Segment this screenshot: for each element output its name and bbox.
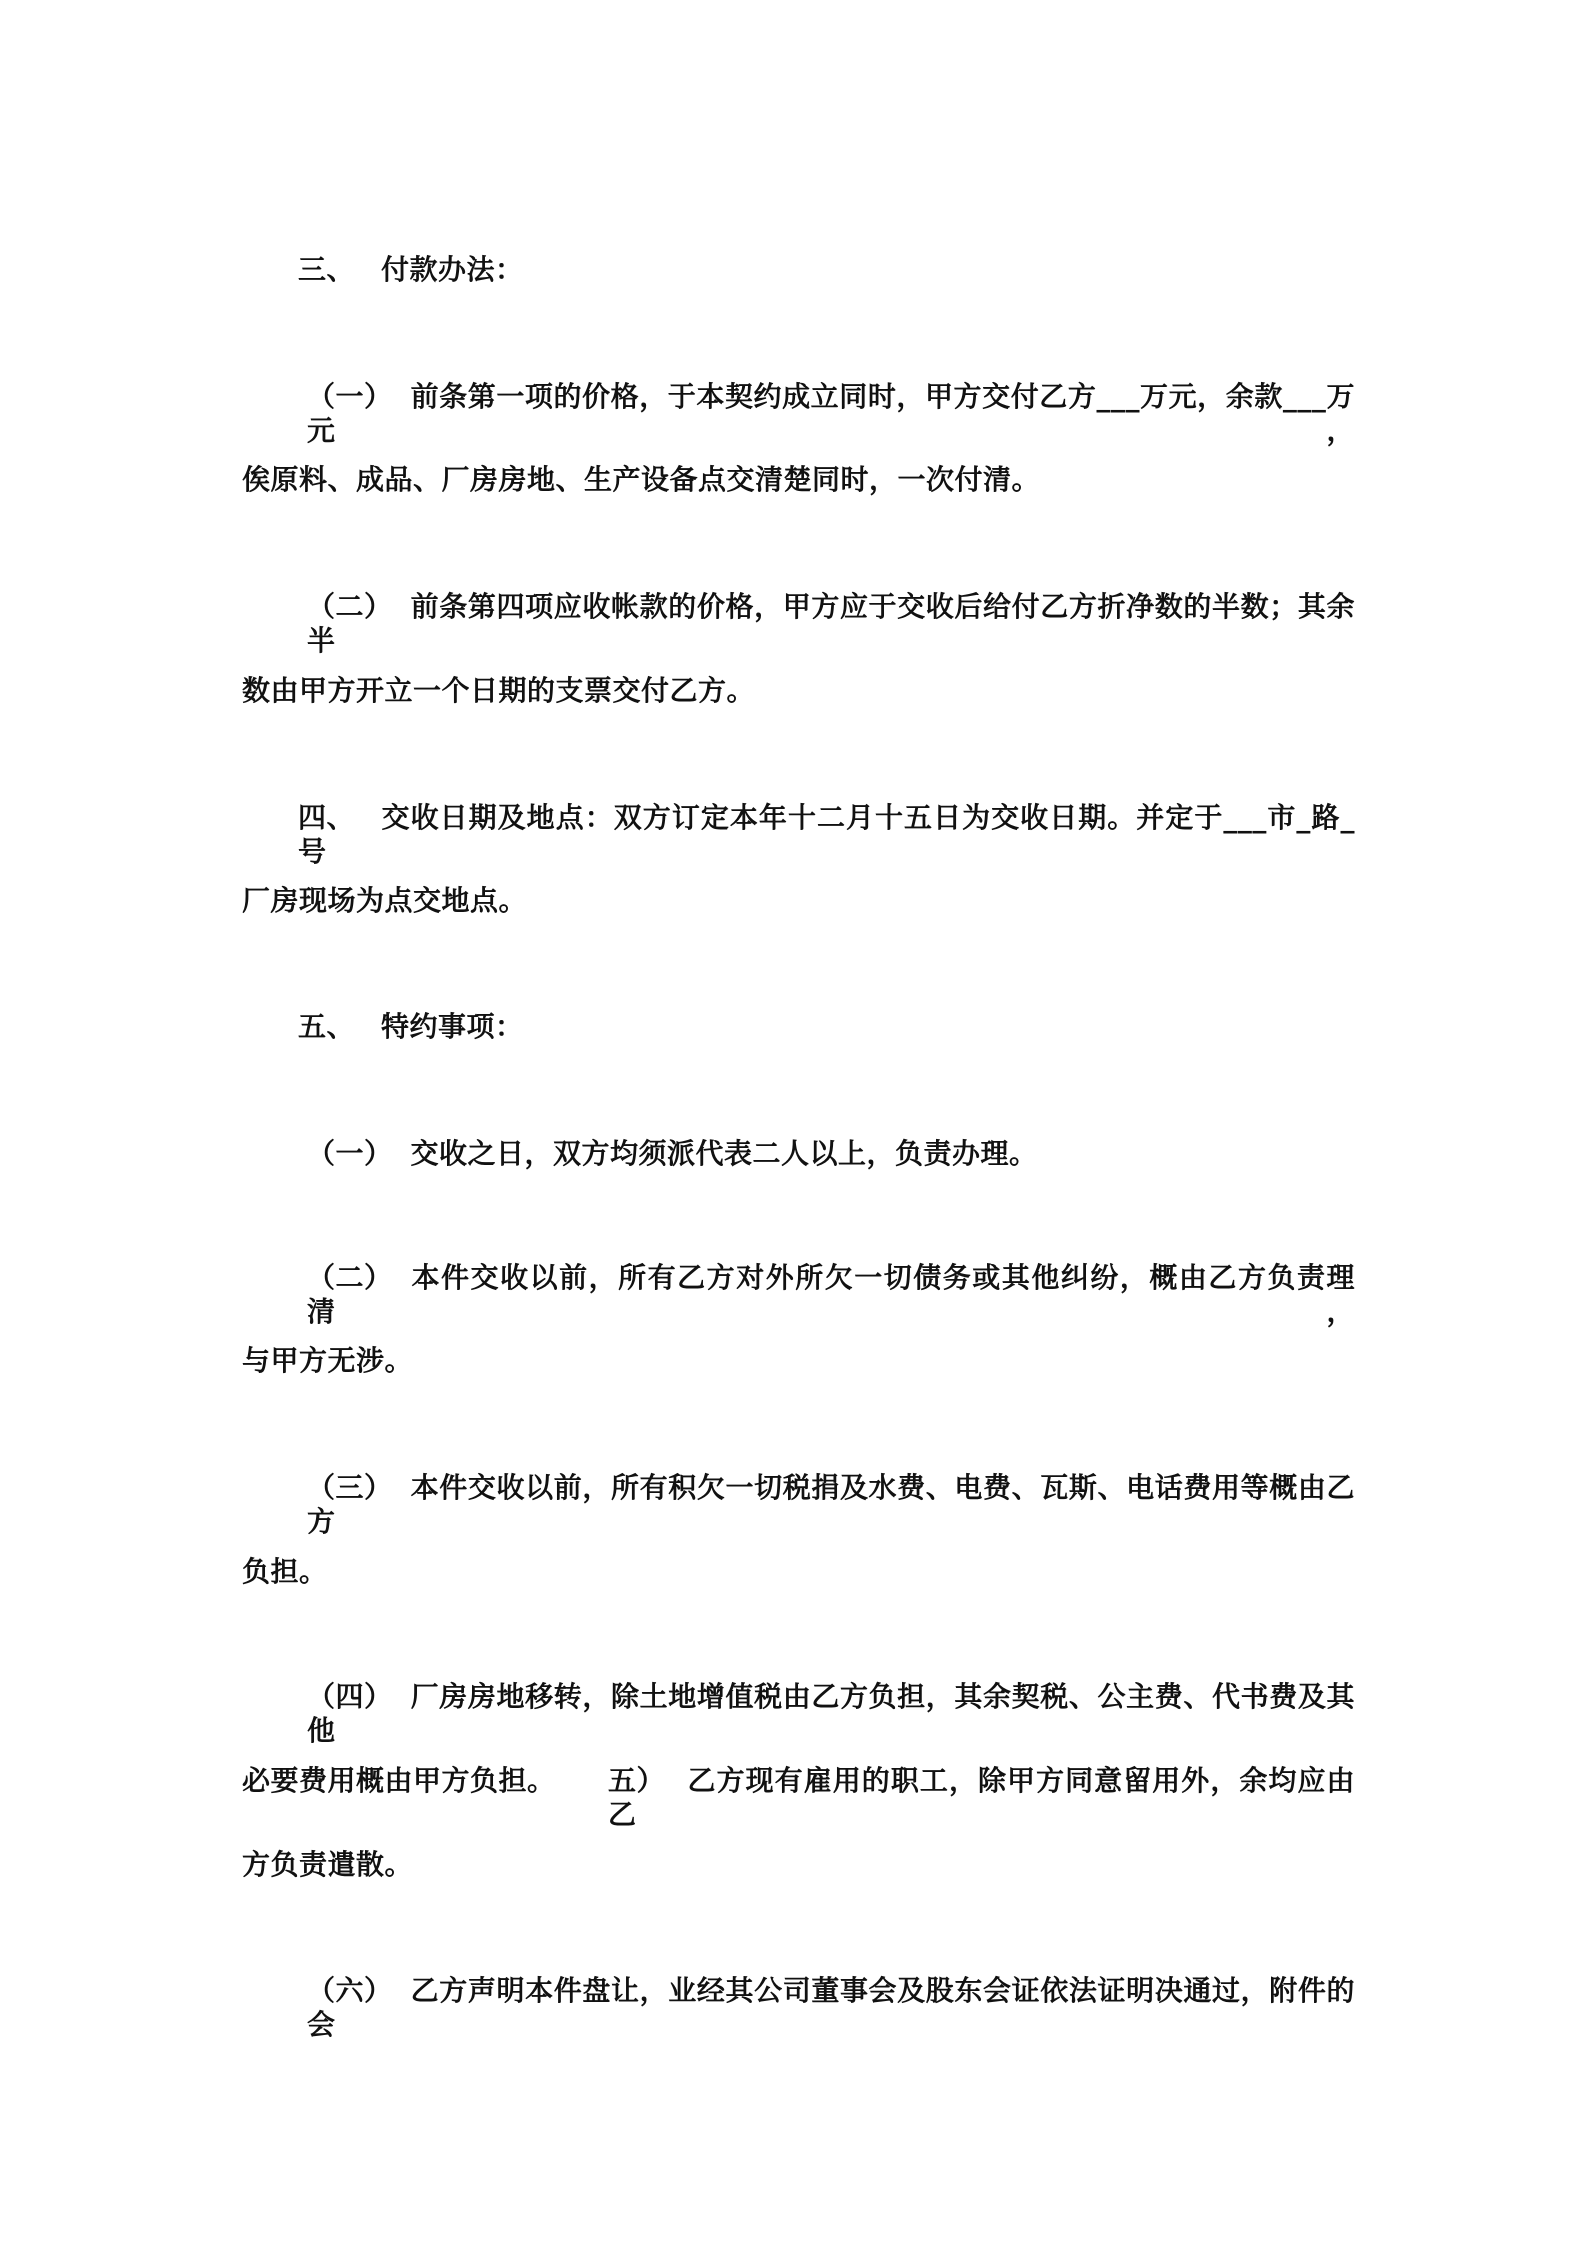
clause-5-4-line1: [307, 1680, 1355, 1748]
clause-text: 本件交收以前，所有乙方对外所欠一切债务或其他纠纷，概由乙方负责理清，: [307, 1261, 1355, 1328]
clause-5-2-line2: 与甲方无涉。: [242, 1344, 414, 1377]
section-4-line1: [298, 801, 1355, 869]
clause-3-2-line2: 数由甲方开立一个日期的支票交付乙方。: [242, 674, 756, 707]
clause-5-5-line2: 方负责遣散。: [242, 1848, 414, 1881]
section-title: 付款办法：: [381, 253, 524, 286]
clause-number: （一）: [307, 1137, 393, 1170]
clause-5-3-line2: 负担。: [242, 1555, 328, 1588]
section-text: 交收日期及地点：双方订定本年十二月十五日为交收日期。并定于___市_路_号: [298, 801, 1355, 868]
clause-3-1-line1: [307, 380, 1355, 448]
clause-text: 乙方声明本件盘让，业经其公司董事会及股东会证依法证明决通过，附件的会: [307, 1974, 1355, 2041]
clause-number: （一）: [307, 380, 393, 413]
clause-text: 前条第四项应收帐款的价格，甲方应于交收后给付乙方折净数的半数；其余半: [307, 590, 1355, 657]
clause-number: （六）: [307, 1974, 393, 2007]
clause-5-3-line1: [307, 1471, 1355, 1539]
clause-number: （三）: [307, 1471, 393, 1504]
clause-text: 交收之日，双方均须派代表二人以上，负责办理。: [410, 1137, 1038, 1170]
clause-number: （四）: [307, 1680, 393, 1713]
clause-3-1-line2: 俟原料、成品、厂房房地、生产设备点交清楚同时，一次付清。: [242, 463, 1041, 496]
section-5-heading: [298, 1010, 524, 1044]
clause-5-5-line1: [608, 1764, 1355, 1832]
clause-text: 本件交收以前，所有积欠一切税捐及水费、电费、瓦斯、电话费用等概由乙方: [307, 1471, 1355, 1538]
clause-5-2-line1: [307, 1261, 1355, 1329]
section-number: 四、: [298, 801, 356, 834]
clause-text: 前条第一项的价格，于本契约成立同时，甲方交付乙方___万元，余款___万元，: [307, 380, 1355, 447]
clause-5-1: [307, 1137, 1355, 1171]
clause-number: 五）: [608, 1764, 666, 1797]
clause-number: （二）: [307, 590, 393, 623]
section-3-heading: [298, 253, 524, 287]
clause-text: 厂房房地移转，除土地增值税由乙方负担，其余契税、公主费、代书费及其他: [307, 1680, 1355, 1747]
clause-5-4-line2: 必要费用概由甲方负担。: [242, 1764, 556, 1797]
section-number: 三、: [298, 253, 356, 286]
clause-3-2-line1: [307, 590, 1355, 658]
section-title: 特约事项：: [381, 1010, 524, 1043]
section-4-line2: 厂房现场为点交地点。: [242, 884, 528, 917]
section-number: 五、: [298, 1010, 356, 1043]
clause-text: 乙方现有雇用的职工，除甲方同意留用外，余均应由乙: [608, 1764, 1355, 1831]
clause-5-6-line1: [307, 1974, 1355, 2042]
clause-number: （二）: [307, 1261, 393, 1294]
